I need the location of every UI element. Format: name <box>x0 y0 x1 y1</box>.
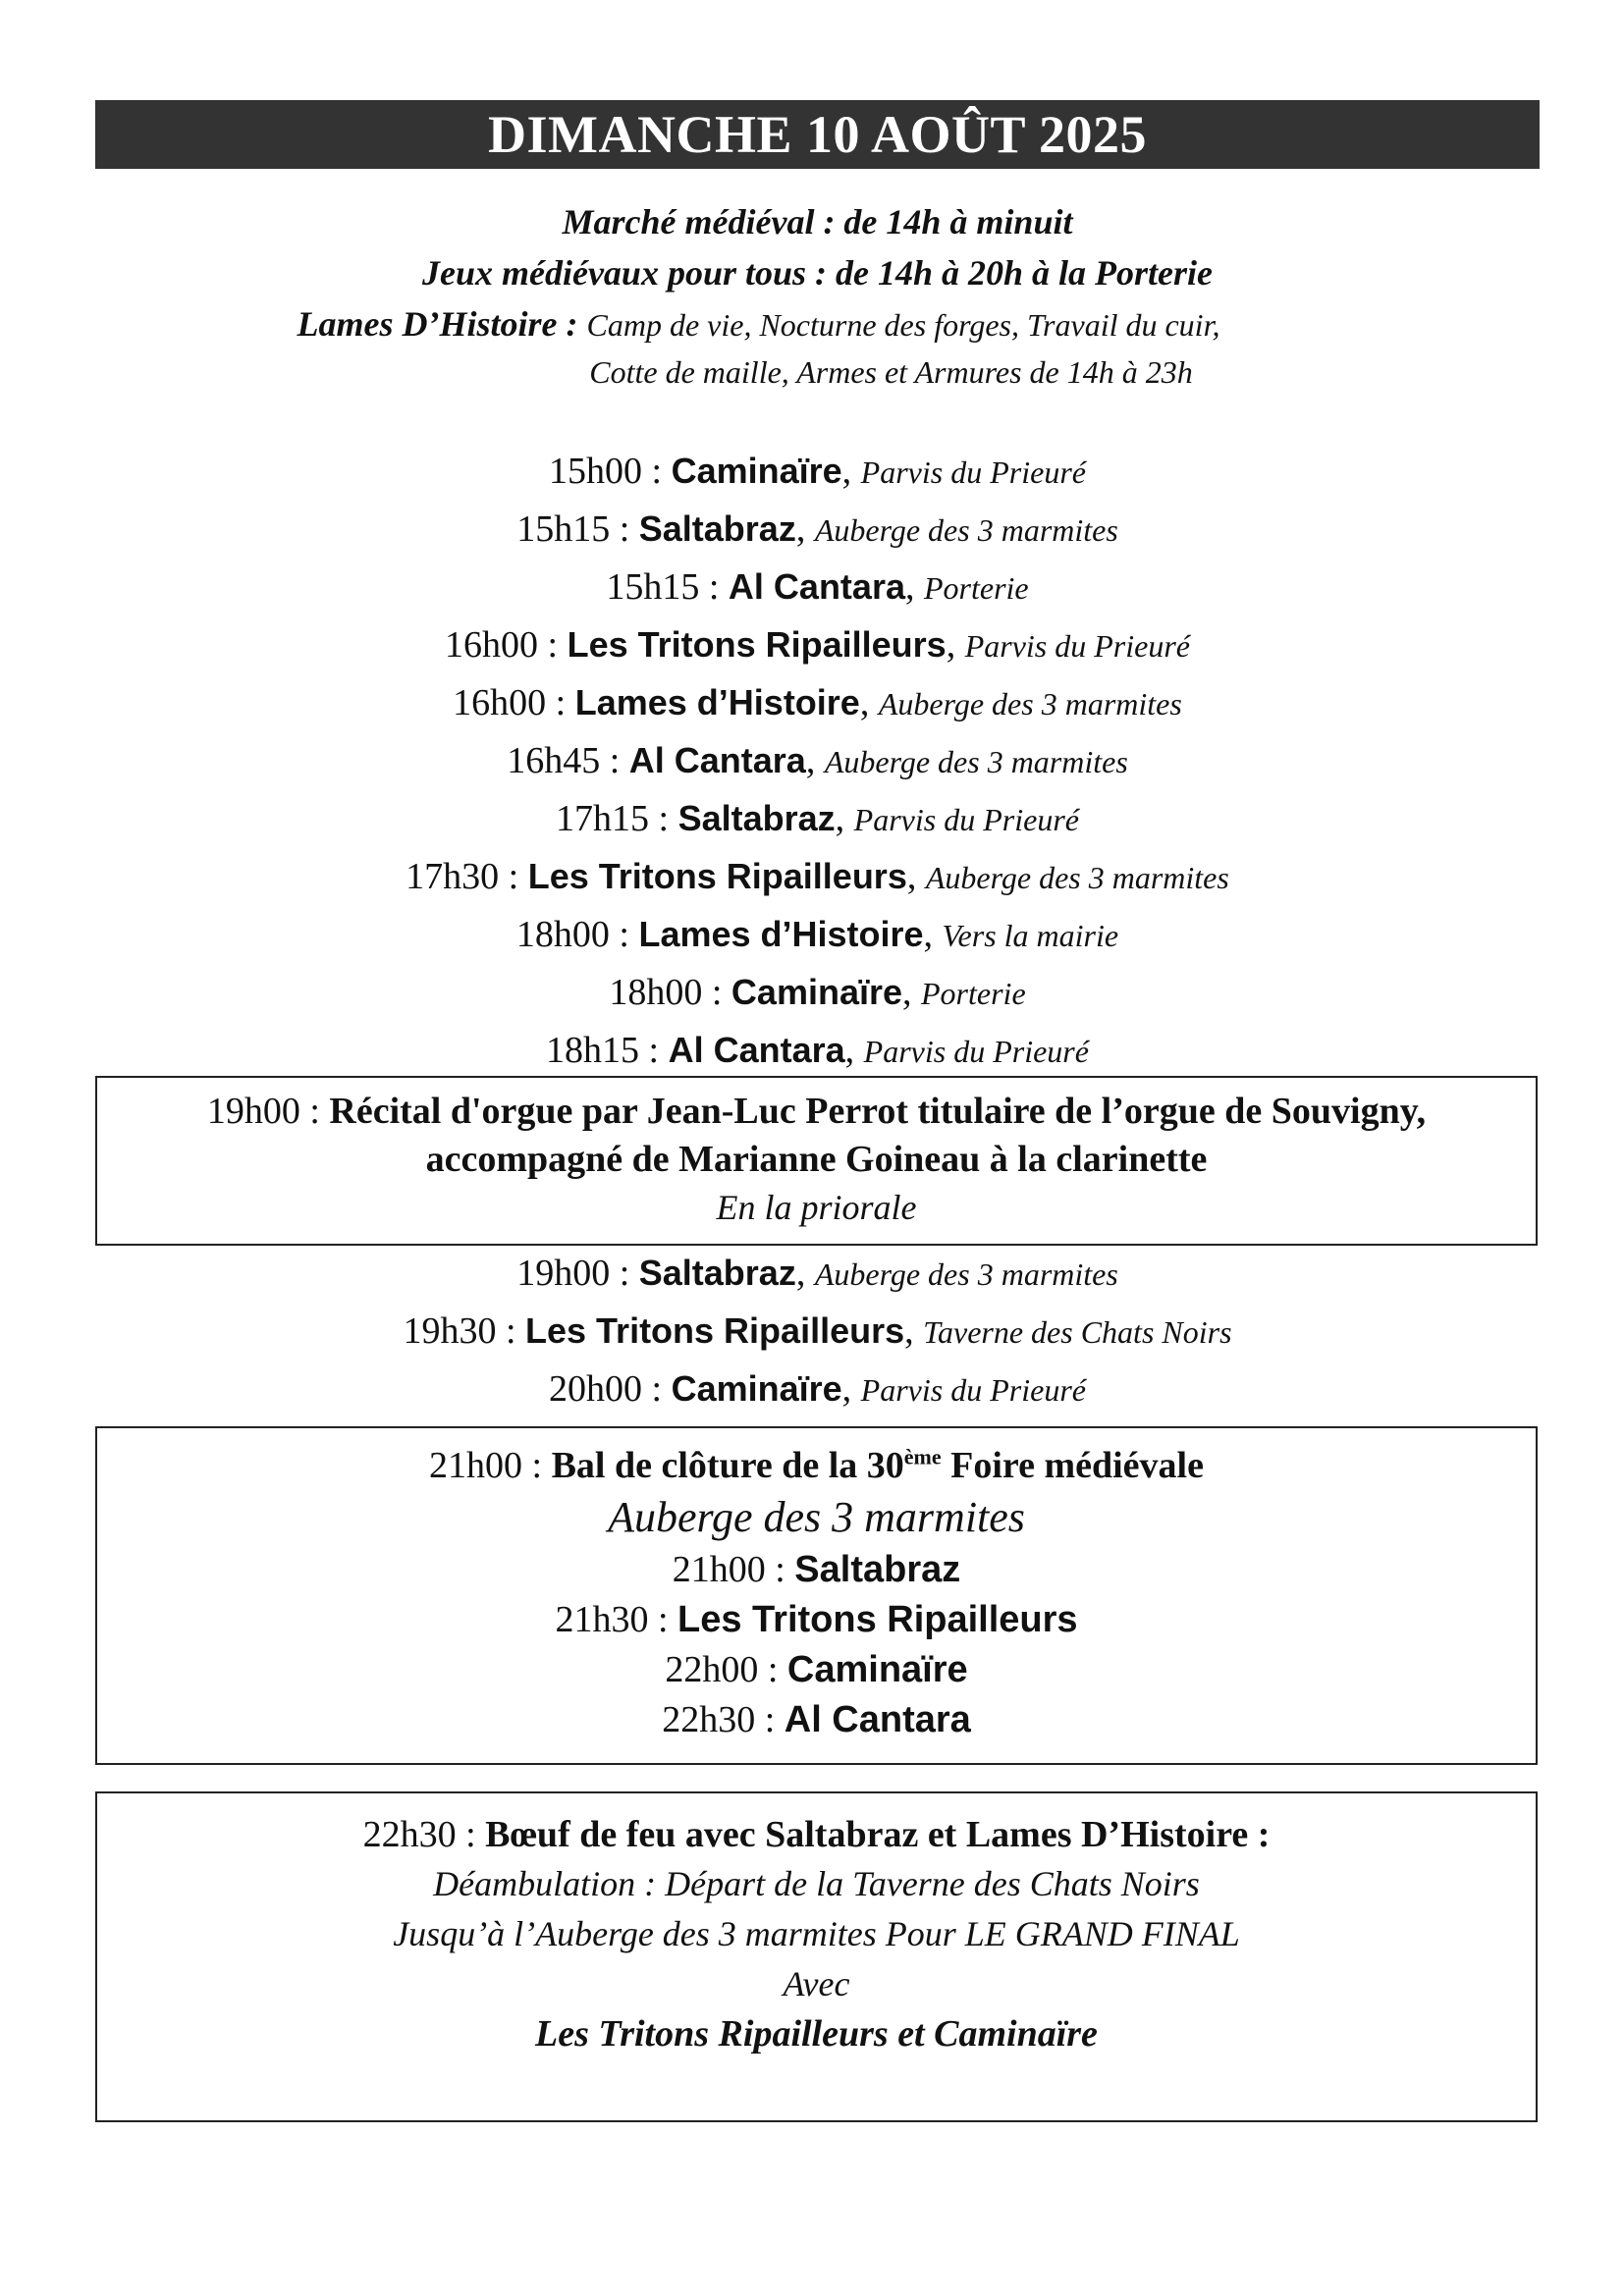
boeuf-line-4: Les Tritons Ripailleurs et Caminaïre <box>535 2013 1098 2055</box>
schedule-row: 17h15 : Saltabraz, Parvis du Prieuré <box>556 798 1079 839</box>
performer-name: Lames d’Histoire <box>638 914 924 954</box>
venue-name: Porterie <box>921 976 1026 1011</box>
schedule-row: 18h00 : Lames d’Histoire, Vers la mairie <box>515 914 1119 955</box>
boeuf-box <box>95 1791 1538 2122</box>
bal-row: 22h00 : Caminaïre <box>665 1649 968 1690</box>
performer-name: Saltabraz <box>794 1549 961 1590</box>
bal-row: 21h00 : Saltabraz <box>672 1549 961 1590</box>
boeuf-line-1: Déambulation : Départ de la Taverne des Chats Noirs <box>433 1864 1200 1903</box>
recital-line-2: accompagné de Marianne Goineau à la clarinette <box>425 1139 1208 1180</box>
venue-name: Parvis du Prieuré <box>860 454 1086 490</box>
schedule-row: 16h00 : Lames d’Histoire, Auberge des 3 marmites <box>453 682 1182 723</box>
intro-games-line: Jeux médiévaux pour tous : de 14h à 20h à la Porterie <box>421 253 1213 293</box>
performer-name: Les Tritons Ripailleurs <box>525 1310 905 1351</box>
intro-lames-label: Lames D’Histoire : <box>297 304 578 344</box>
intro-lames-text: Camp de vie, Nocturne des forges, Travail du cuir, <box>586 307 1220 343</box>
schedule-row: 15h15 : Saltabraz, Auberge des 3 marmites <box>516 508 1118 550</box>
performer-name: Al Cantara <box>784 1699 971 1740</box>
venue-name: Parvis du Prieuré <box>853 802 1079 837</box>
boeuf-line-3: Avec <box>783 1964 850 2003</box>
venue-name: Auberge des 3 marmites <box>824 744 1128 779</box>
boeuf-title: 22h30 : Bœuf de feu avec Saltabraz et Lames D’Histoire : <box>362 1814 1271 1855</box>
performer-name: Al Cantara <box>668 1030 845 1070</box>
venue-name: Auberge des 3 marmites <box>925 860 1229 895</box>
venue-name: Auberge des 3 marmites <box>814 512 1118 548</box>
intro-section <box>95 196 1540 394</box>
performer-name: Saltabraz <box>638 1253 796 1293</box>
performer-name: Les Tritons Ripailleurs <box>527 856 907 896</box>
venue-name: Vers la mairie <box>942 918 1119 953</box>
venue-name: Taverne des Chats Noirs <box>923 1314 1232 1350</box>
performer-name: Al Cantara <box>628 740 806 780</box>
schedule-row: 20h00 : Caminaïre, Parvis du Prieuré <box>549 1368 1086 1410</box>
venue-name: Porterie <box>923 570 1029 606</box>
schedule-row: 18h15 : Al Cantara, Parvis du Prieuré <box>546 1030 1089 1071</box>
performer-name: Les Tritons Ripailleurs <box>677 1599 1078 1640</box>
performer-name: Lames d’Histoire <box>574 682 860 722</box>
intro-lames-line <box>0 298 1540 350</box>
recital-line-1: 19h00 : Récital d'orgue par Jean-Luc Perrot titulaire de l’orgue de Souvigny, <box>206 1091 1427 1132</box>
schedule-row: 15h00 : Caminaïre, Parvis du Prieuré <box>549 451 1086 492</box>
performer-name: Caminaïre <box>786 1649 968 1690</box>
performer-name: Saltabraz <box>638 508 796 549</box>
boeuf-line-2: Jusqu’à l’Auberge des 3 marmites Pour LE GRAND FINAL <box>393 1914 1240 1953</box>
bal-row: 22h30 : Al Cantara <box>662 1699 971 1740</box>
evening-schedule <box>95 1245 1540 1418</box>
page-title: DIMANCHE 10 AOÛT 2025 <box>95 100 1540 169</box>
bal-box <box>95 1426 1538 1765</box>
schedule-row: 16h45 : Al Cantara, Auberge des 3 marmites <box>507 740 1128 781</box>
schedule-row: 17h30 : Les Tritons Ripailleurs, Auberge des 3 marmites <box>406 856 1229 897</box>
recital-box <box>95 1076 1538 1246</box>
intro-market-line: Marché médiéval : de 14h à minuit <box>562 202 1073 241</box>
schedule-row: 18h00 : Caminaïre, Porterie <box>609 972 1026 1013</box>
venue-name: Parvis du Prieuré <box>863 1034 1089 1069</box>
venue-name: Auberge des 3 marmites <box>814 1256 1118 1292</box>
performer-name: Les Tritons Ripailleurs <box>567 624 947 665</box>
performer-name: Al Cantara <box>728 566 905 607</box>
schedule-row: 19h30 : Les Tritons Ripailleurs, Taverne des Chats Noirs <box>403 1310 1232 1352</box>
bal-place: Auberge des 3 marmites <box>608 1493 1025 1541</box>
venue-name: Parvis du Prieuré <box>860 1372 1086 1408</box>
venue-name: Auberge des 3 marmites <box>878 686 1182 721</box>
bal-title: 21h00 : Bal de clôture de la 30ème Foire médiévale <box>429 1444 1204 1486</box>
intro-lames-continuation: Cotte de maille, Armes et Armures de 14h à 23h <box>589 354 1193 390</box>
performer-name: Caminaïre <box>671 451 842 491</box>
recital-place: En la priorale <box>716 1188 917 1227</box>
performer-name: Saltabraz <box>677 798 836 838</box>
schedule-row: 19h00 : Saltabraz, Auberge des 3 marmites <box>516 1253 1118 1294</box>
performer-name: Caminaïre <box>731 972 902 1012</box>
performer-name: Caminaïre <box>671 1368 842 1409</box>
schedule-row: 15h15 : Al Cantara, Porterie <box>606 566 1029 608</box>
bal-row: 21h30 : Les Tritons Ripailleurs <box>555 1599 1078 1640</box>
venue-name: Parvis du Prieuré <box>964 628 1190 664</box>
schedule-row: 16h00 : Les Tritons Ripailleurs, Parvis du Prieuré <box>445 624 1190 666</box>
afternoon-schedule <box>95 443 1540 1080</box>
